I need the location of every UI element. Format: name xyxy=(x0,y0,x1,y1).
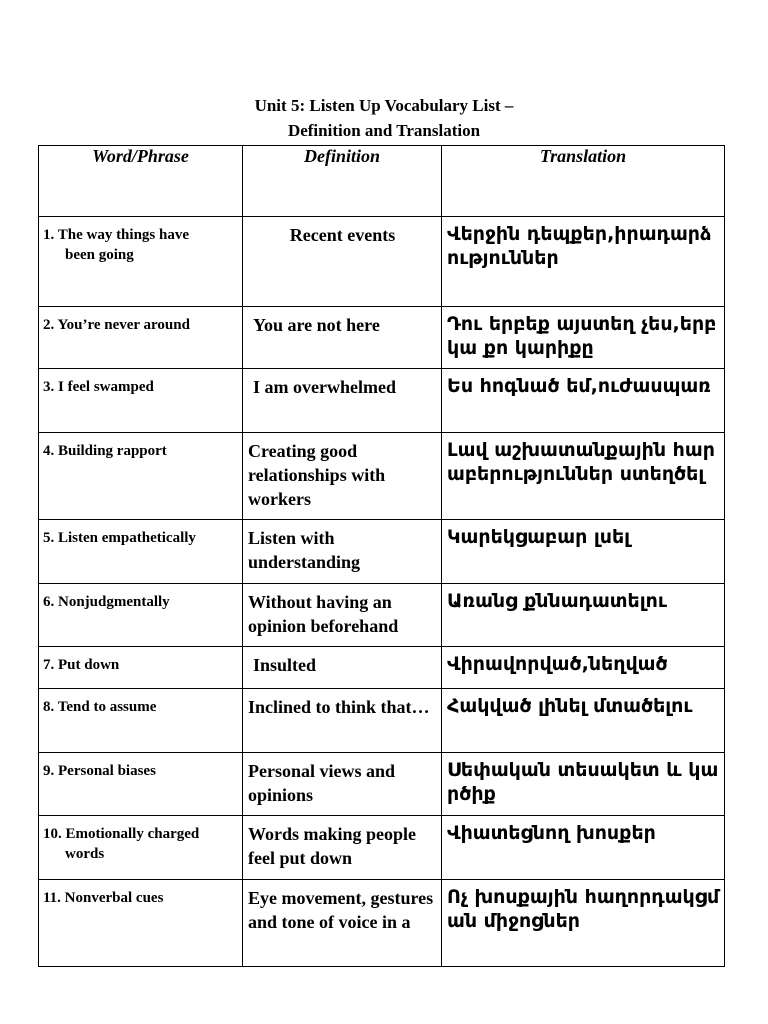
definition-cell: Eye movement, gestures and tone of voice in a xyxy=(243,880,442,967)
translation-cell: Կարեկցաբար լսել xyxy=(442,520,725,584)
table-row xyxy=(39,880,725,967)
title-line-2: Definition and Translation xyxy=(287,121,481,140)
translation-cell: Լավ աշխատանքային հարաբերություններ ստեղծել xyxy=(442,433,725,520)
definition-cell: I am overwhelmed xyxy=(243,369,442,433)
word-cell: 10. Emotionally charged words xyxy=(39,816,243,880)
table-row xyxy=(39,217,725,307)
document-title xyxy=(0,93,768,143)
definition-cell: Insulted xyxy=(243,647,442,689)
word-cell: 6. Nonjudgmentally xyxy=(39,584,243,647)
header-translation: Translation xyxy=(442,146,725,217)
header-word-phrase: Word/Phrase xyxy=(39,146,243,217)
translation-cell: Վիատեցնող խոսքեր xyxy=(442,816,725,880)
table-row xyxy=(39,433,725,520)
table-row xyxy=(39,816,725,880)
definition-cell: Without having an opinion beforehand xyxy=(243,584,442,647)
definition-cell: Recent events xyxy=(243,217,442,307)
word-cell: 9. Personal biases xyxy=(39,753,243,816)
translation-cell: Ոչ խոսքային հաղորդակցման միջոցներ xyxy=(442,880,725,967)
translation-cell: Սեփական տեսակետ և կարծիք xyxy=(442,753,725,816)
table-row xyxy=(39,689,725,753)
word-cell: 4. Building rapport xyxy=(39,433,243,520)
word-cell: 8. Tend to assume xyxy=(39,689,243,753)
header-definition: Definition xyxy=(243,146,442,217)
definition-cell: Listen with understanding xyxy=(243,520,442,584)
translation-cell: Վիրավորված,նեղված xyxy=(442,647,725,689)
table-row xyxy=(39,520,725,584)
word-cell: 3. I feel swamped xyxy=(39,369,243,433)
translation-cell: Դու երբեք այստեղ չես,երբ կա քո կարիքը xyxy=(442,307,725,369)
vocabulary-table xyxy=(38,145,725,967)
table-header-row xyxy=(39,146,725,217)
title-line-1: Unit 5: Listen Up Vocabulary List – xyxy=(254,96,514,115)
table-row xyxy=(39,647,725,689)
definition-cell: Inclined to think that… xyxy=(243,689,442,753)
word-cell: 1. The way things have been going xyxy=(39,217,243,307)
table-row xyxy=(39,753,725,816)
word-cell: 11. Nonverbal cues xyxy=(39,880,243,967)
definition-cell: Words making people feel put down xyxy=(243,816,442,880)
translation-cell: Առանց քննադատելու xyxy=(442,584,725,647)
word-cell: 5. Listen empathetically xyxy=(39,520,243,584)
definition-cell: Creating good relationships with workers xyxy=(243,433,442,520)
definition-cell: Personal views and opinions xyxy=(243,753,442,816)
word-cell: 2. You’re never around xyxy=(39,307,243,369)
definition-cell: You are not here xyxy=(243,307,442,369)
translation-cell: Վերջին դեպքեր,իրադարձություններ xyxy=(442,217,725,307)
translation-cell: Ես հոգնած եմ,ուժասպառ xyxy=(442,369,725,433)
word-cell: 7. Put down xyxy=(39,647,243,689)
translation-cell: Հակված լինել մտածելու xyxy=(442,689,725,753)
table-row xyxy=(39,307,725,369)
table-row xyxy=(39,584,725,647)
table-row xyxy=(39,369,725,433)
